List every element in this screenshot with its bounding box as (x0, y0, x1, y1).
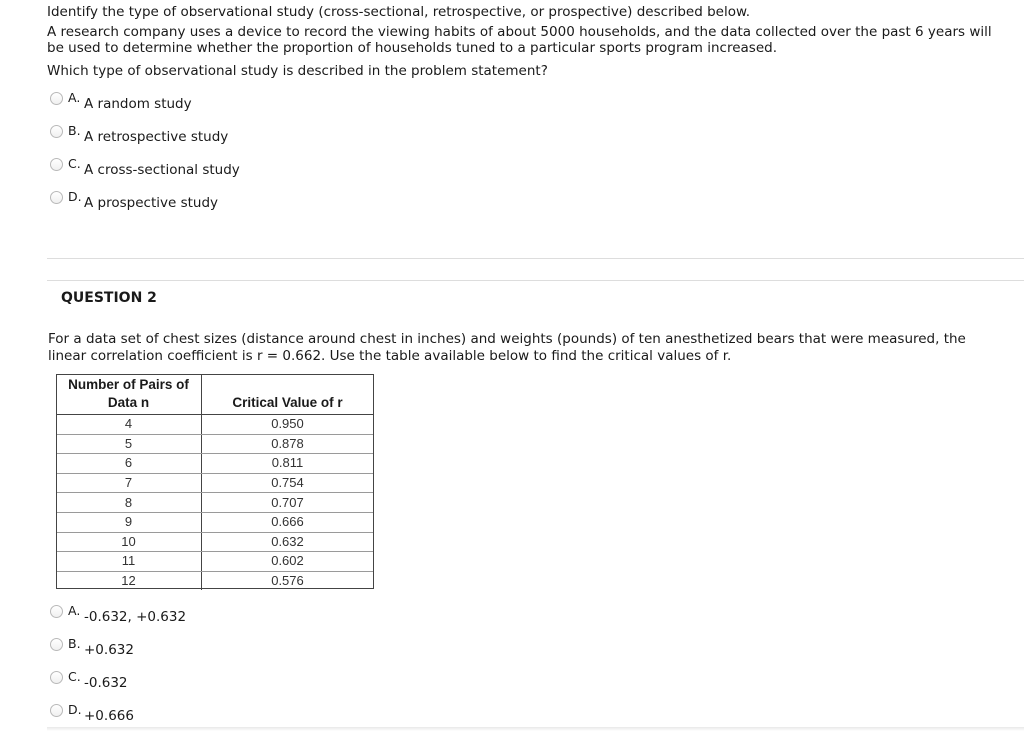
option-text: A random study (84, 96, 192, 112)
radio-button-icon[interactable] (50, 158, 63, 171)
option-text: A prospective study (84, 195, 219, 211)
q1-option-a[interactable] (48, 90, 448, 112)
radio-button-icon[interactable] (50, 638, 63, 651)
table-cell-n: 5 (56, 434, 202, 454)
table-row (56, 571, 373, 590)
option-letter: D. (68, 702, 82, 717)
question-1-prompt: Which type of observational study is described in the problem statement? (47, 62, 548, 79)
table-cell-r: 0.754 (202, 473, 374, 493)
q2-option-c[interactable] (48, 669, 448, 691)
table-row (56, 473, 373, 493)
question-1-stem: Identify the type of observational study (cross-sectional, retrospective, or prospective) described below. (47, 4, 751, 20)
radio-button-icon[interactable] (50, 125, 63, 138)
q2-option-b[interactable] (48, 636, 448, 658)
section-divider (47, 258, 1024, 259)
table-cell-n: 4 (56, 415, 202, 435)
table-cell-n: 11 (56, 552, 202, 572)
question-1-paragraph: A research company uses a device to record the viewing habits of about 5000 households, and the data collected over the past 6 years will be used to determine whether the proportion of households tuned to a particular sports program increased. (47, 23, 992, 56)
critical-values-table (56, 374, 373, 590)
option-letter: D. (68, 189, 82, 204)
table-row (56, 532, 373, 552)
table-row (56, 552, 373, 572)
table-cell-n: 8 (56, 493, 202, 513)
table-cell-r: 0.707 (202, 493, 374, 513)
q1-option-d[interactable] (48, 189, 448, 211)
table-row (56, 493, 373, 513)
option-text: A cross-sectional study (84, 162, 240, 178)
option-text: +0.666 (84, 708, 134, 724)
page-bottom-edge (47, 727, 1024, 731)
option-letter: C. (68, 156, 81, 171)
option-letter: B. (68, 636, 81, 651)
option-letter: A. (68, 90, 81, 105)
table-cell-n: 7 (56, 473, 202, 493)
question-1 (47, 4, 1007, 79)
radio-button-icon[interactable] (50, 92, 63, 105)
question-2-stem: For a data set of chest sizes (distance around chest in inches) and weights (pounds) of ten anesthetized bears that were measured, the linear correlation coefficient is r = 0.662. Use the table available below to find the critical values of r. (48, 331, 966, 364)
option-text: -0.632, +0.632 (84, 609, 187, 625)
radio-button-icon[interactable] (50, 671, 63, 684)
table-cell-n: 12 (56, 571, 202, 590)
table-cell-r: 0.811 (202, 454, 374, 474)
table-cell-n: 6 (56, 454, 202, 474)
table-cell-r: 0.666 (202, 512, 374, 532)
table-header-n: Number of Pairs of Data n (56, 374, 202, 415)
table-cell-r: 0.878 (202, 434, 374, 454)
q2-option-d[interactable] (48, 702, 448, 724)
table-row (56, 454, 373, 474)
table-cell-n: 9 (56, 512, 202, 532)
radio-button-icon[interactable] (50, 704, 63, 717)
option-text: -0.632 (84, 675, 128, 691)
radio-button-icon[interactable] (50, 605, 63, 618)
table-row (56, 512, 373, 532)
table-header-r: Critical Value of r (202, 374, 374, 415)
option-text: A retrospective study (84, 129, 229, 145)
option-text: +0.632 (84, 642, 134, 658)
table-row (56, 434, 373, 454)
section-divider (47, 280, 1024, 281)
table-cell-r: 0.576 (271, 573, 304, 589)
table-cell-r: 0.602 (202, 552, 374, 572)
q2-option-a[interactable] (48, 603, 448, 625)
table-cell-r: 0.950 (202, 415, 374, 435)
q1-option-b[interactable] (48, 123, 448, 145)
q1-option-c[interactable] (48, 156, 448, 178)
table-cell-n: 10 (56, 532, 202, 552)
option-letter: C. (68, 669, 81, 684)
option-letter: A. (68, 603, 81, 618)
question-2-title: QUESTION 2 (61, 290, 157, 306)
radio-button-icon[interactable] (50, 191, 63, 204)
option-letter: B. (68, 123, 81, 138)
table-cell-r: 0.632 (202, 532, 374, 552)
table-row (56, 415, 373, 435)
